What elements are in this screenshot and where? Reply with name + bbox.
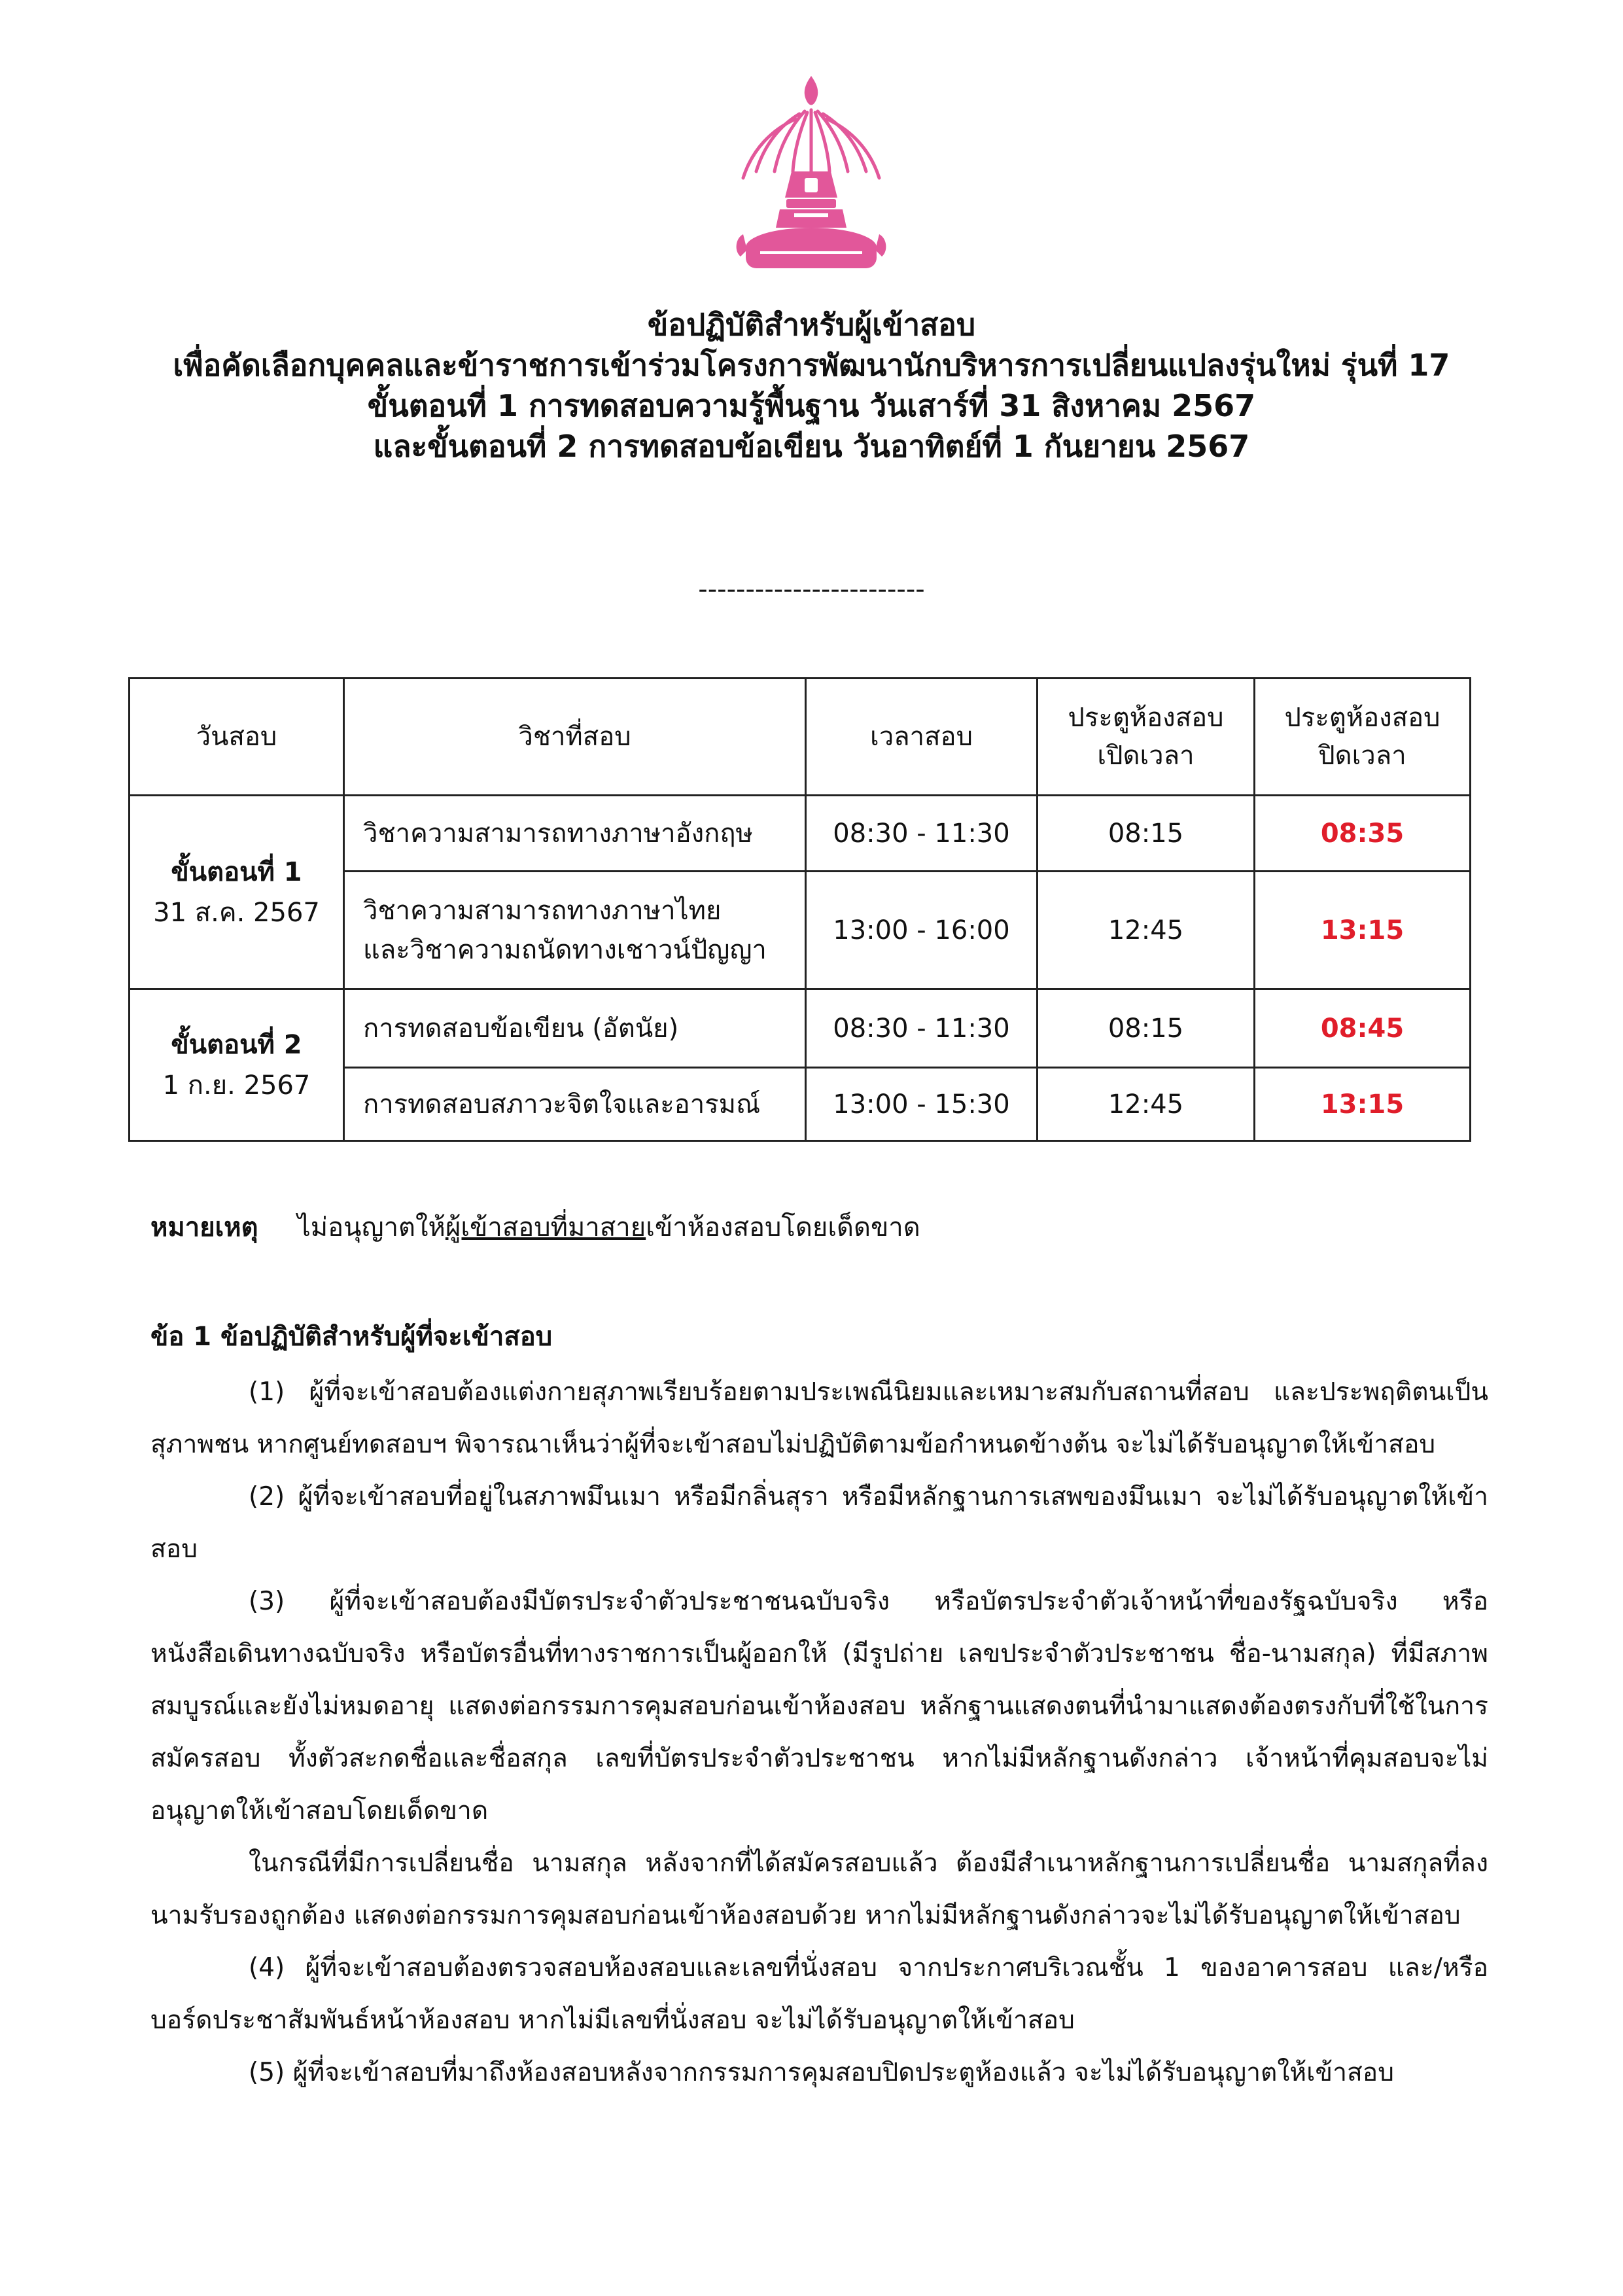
title-line-4: และขั้นตอนที่ 2 การทดสอบข้อเขียน วันอาทิตย์ที่ 1 กันยายน 2567 — [373, 429, 1250, 464]
time-cell: 13:00 - 15:30 — [806, 1068, 1038, 1141]
header-door-open — [1038, 679, 1255, 796]
remark-label: หมายเหตุ — [150, 1212, 258, 1243]
header-door-close — [1255, 679, 1471, 796]
remark-note — [150, 1206, 920, 1248]
header-exam-date: วันสอบ — [130, 679, 344, 796]
door-open-cell: 08:15 — [1038, 989, 1255, 1068]
rule-paragraph-3-note: ในกรณีที่มีการเปลี่ยนชื่อ นามสกุล หลังจากที่ได้สมัครสอบแล้ว ต้องมีสำเนาหลักฐานการเปลี่ยนชื่อ นามสกุลที่ลงนามรับรองถูกต้อง แสดงต่อกรรมการคุมสอบก่อนเข้าห้องสอบด้วย หากไม่มีหลักฐานดังกล่าวจะไม่ได้รับอนุญาตให้เข้าสอบ — [150, 1848, 1488, 1930]
step-2-cell — [130, 989, 344, 1141]
time-cell: 08:30 - 11:30 — [806, 989, 1038, 1068]
section-body — [150, 1366, 1488, 2099]
time-cell: 13:00 - 16:00 — [806, 872, 1038, 989]
remark-text-before: ไม่อนุญาตให้ — [297, 1212, 445, 1243]
header-door-close-line2: ปิดเวลา — [1318, 741, 1406, 771]
subject-cell: การทดสอบสภาวะจิตใจและอารมณ์ — [344, 1068, 806, 1141]
header-door-open-line2: เปิดเวลา — [1097, 741, 1195, 771]
rule-paragraph-1: (1) ผู้ที่จะเข้าสอบต้องแต่งกายสุภาพเรียบร้อยตามประเพณีนิยมและเหมาะสมกับสถานที่สอบ และประพฤติตนเป็นสุภาพชน หากศูนย์ทดสอบฯ พิจารณาเห็นว่าผู้ที่จะเข้าสอบไม่ปฏิบัติตามข้อกำหนดข้างต้น จะไม่ได้รับอนุญาตให้เข้าสอบ — [150, 1377, 1488, 1459]
step-label: ขั้นตอนที่ 2 — [171, 1029, 302, 1060]
exam-schedule-table — [128, 677, 1471, 1142]
step-1-cell — [130, 796, 344, 989]
rule-paragraph-3: (3) ผู้ที่จะเข้าสอบต้องมีบัตรประจำตัวประชาชนฉบับจริง หรือบัตรประจำตัวเจ้าหน้าที่ของรัฐฉบับจริง หรือหนังสือเดินทางฉบับจริง หรือบัตรอื่นที่ทางราชการเป็นผู้ออกให้ (มีรูปถ่าย เลขประจำตัวประชาชน ชื่อ-นามสกุล) ที่มีสภาพสมบูรณ์และยังไม่หมดอายุ แสดงต่อกรรมการคุมสอบก่อนเข้าห้องสอบ หลักฐานแสดงตนที่นำมาแสดงต้องตรงกับที่ใช้ในการสมัครสอบ ทั้งตัวสะกดชื่อและชื่อสกุล เลขที่บัตรประจำตัวประชาชน หากไม่มีหลักฐานดังกล่าว เจ้าหน้าที่คุมสอบจะไม่อนุญาตให้เข้าสอบโดยเด็ดขาด — [150, 1587, 1488, 1826]
subject-cell: การทดสอบข้อเขียน (อัตนัย) — [344, 989, 806, 1068]
rule-paragraph-2: (2) ผู้ที่จะเข้าสอบที่อยู่ในสภาพมึนเมา หรือมีกลิ่นสุรา หรือมีหลักฐานการเสพของมึนเมา จะไม่ได้รับอนุญาตให้เข้าสอบ — [150, 1482, 1488, 1564]
subject-cell: วิชาความสามารถทางภาษาอังกฤษ — [344, 796, 806, 872]
dashed-divider: ------------------------ — [698, 574, 925, 605]
door-close-cell: 08:35 — [1255, 796, 1471, 872]
subject-cell — [344, 872, 806, 989]
title-line-2: เพื่อคัดเลือกบุคคลและข้าราชการเข้าร่วมโครงการพัฒนานักบริหารการเปลี่ยนแปลงรุ่นใหม่ รุ่นที่ 17 — [173, 347, 1450, 383]
subject-line-2: และวิชาความถนัดทางเชาวน์ปัญญา — [363, 934, 767, 965]
header-door-close-line1: ประตูห้องสอบ — [1284, 703, 1440, 733]
section-heading: ข้อ 1 ข้อปฏิบัติสำหรับผู้ที่จะเข้าสอบ — [150, 1322, 553, 1352]
title-line-1: ข้อปฏิบัติสำหรับผู้เข้าสอบ — [647, 307, 976, 342]
remark-underlined-text: ผู้เข้าสอบที่มาสาย — [445, 1212, 646, 1243]
rule-paragraph-5: (5) ผู้ที่จะเข้าสอบที่มาถึงห้องสอบหลังจากกรรมการคุมสอบปิดประตูห้องแล้ว จะไม่ได้รับอนุญาตให้เข้าสอบ — [249, 2058, 1394, 2087]
door-close-cell: 13:15 — [1255, 872, 1471, 989]
step-label: ขั้นตอนที่ 1 — [171, 857, 302, 887]
step-date: 1 ก.ย. 2567 — [162, 1070, 311, 1101]
table-header-row — [130, 679, 1471, 796]
table-row — [130, 989, 1471, 1068]
door-close-cell: 08:45 — [1255, 989, 1471, 1068]
university-emblem-logo — [734, 73, 888, 289]
document-title-block — [0, 304, 1623, 467]
time-cell: 08:30 - 11:30 — [806, 796, 1038, 872]
remark-text-after: เข้าห้องสอบโดยเด็ดขาด — [646, 1212, 920, 1243]
header-door-open-line1: ประตูห้องสอบ — [1068, 703, 1224, 733]
header-exam-time: เวลาสอบ — [806, 679, 1038, 796]
door-open-cell: 08:15 — [1038, 796, 1255, 872]
subject-line-1: วิชาความสามารถทางภาษาไทย — [363, 895, 722, 926]
door-open-cell: 12:45 — [1038, 872, 1255, 989]
title-line-3: ขั้นตอนที่ 1 การทดสอบความรู้พื้นฐาน วันเสาร์ที่ 31 สิงหาคม 2567 — [367, 388, 1256, 423]
step-date: 31 ส.ค. 2567 — [153, 897, 320, 928]
door-close-cell: 13:15 — [1255, 1068, 1471, 1141]
header-subject: วิชาที่สอบ — [344, 679, 806, 796]
door-open-cell: 12:45 — [1038, 1068, 1255, 1141]
table-row — [130, 796, 1471, 872]
rule-paragraph-4: (4) ผู้ที่จะเข้าสอบต้องตรวจสอบห้องสอบและเลขที่นั่งสอบ จากประกาศบริเวณชั้น 1 ของอาคารสอบ และ/หรือ บอร์ดประชาสัมพันธ์หน้าห้องสอบ หากไม่มีเลขที่นั่งสอบ จะไม่ได้รับอนุญาตให้เข้าสอบ — [150, 1953, 1488, 2035]
